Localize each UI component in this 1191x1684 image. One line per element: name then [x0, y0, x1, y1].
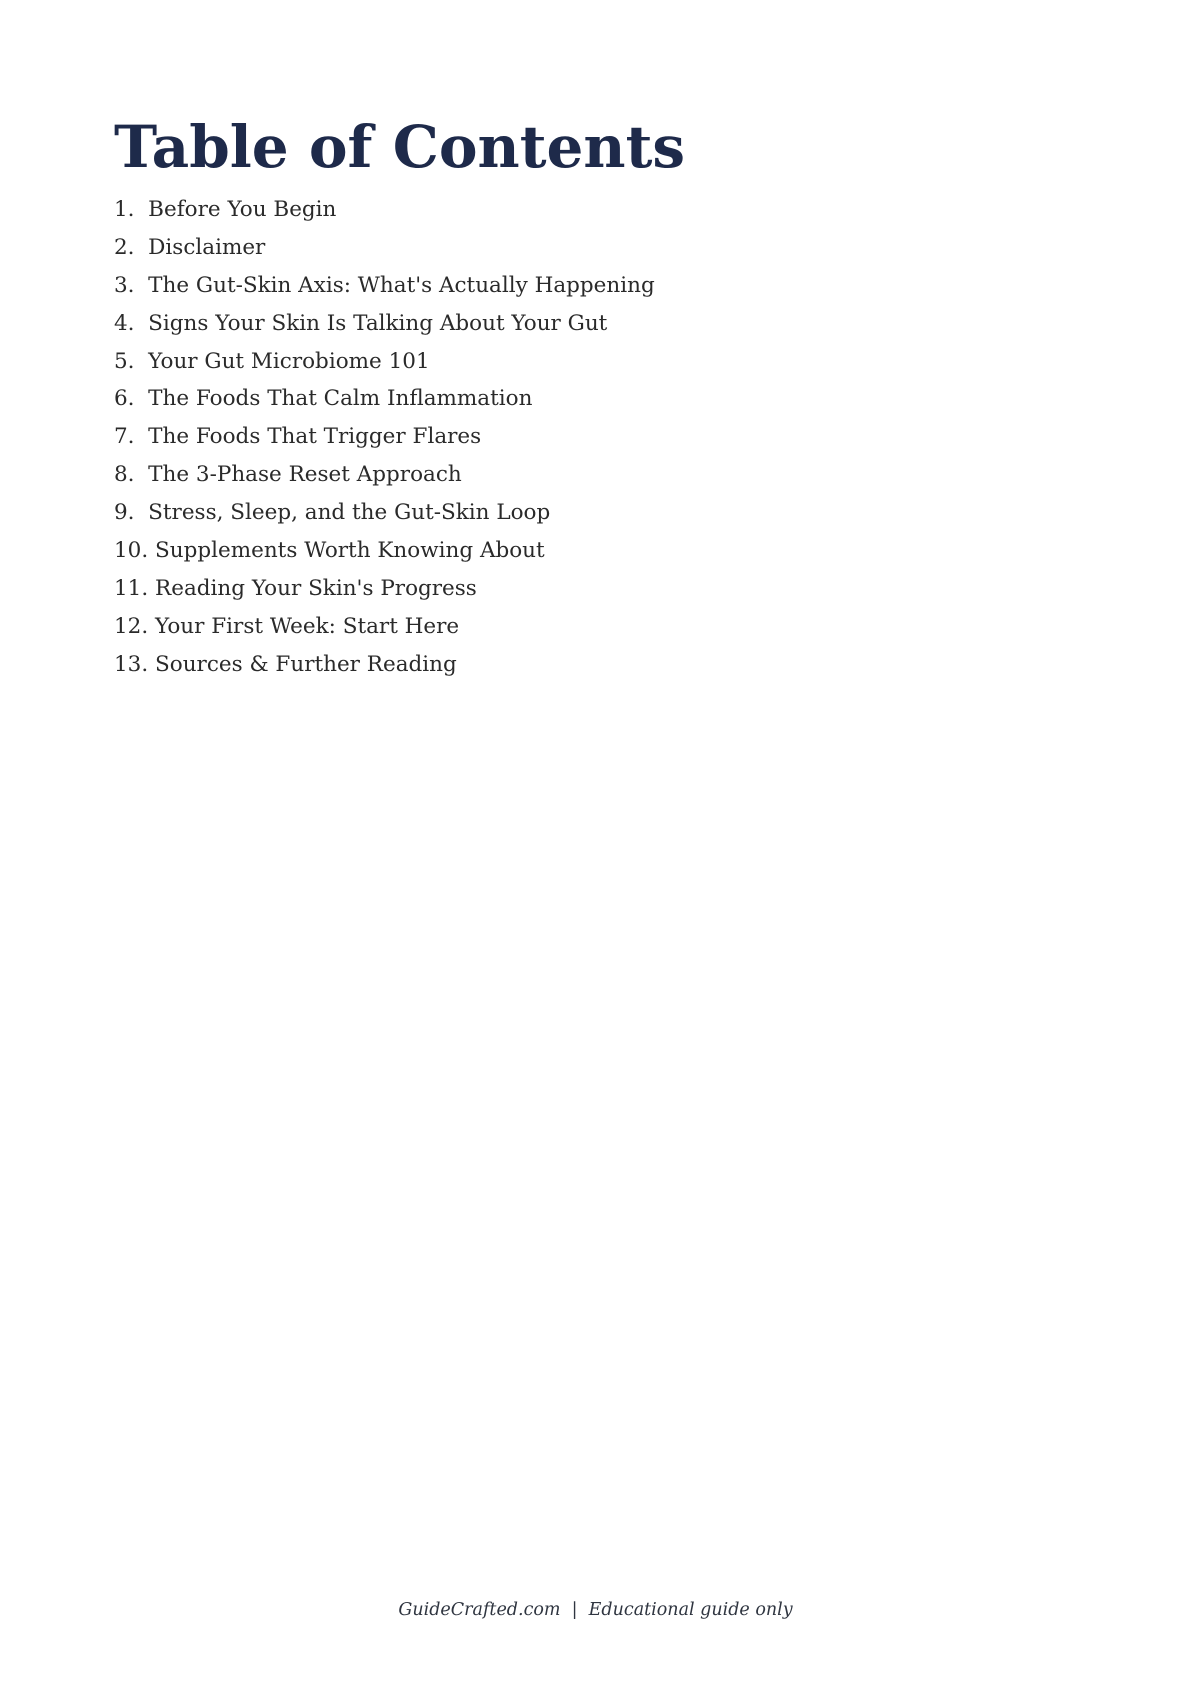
toc-item: 11. Reading Your Skin's Progress [114, 575, 477, 601]
toc-item: 13. Sources & Further Reading [114, 651, 457, 677]
page-title: Table of Contents [114, 113, 686, 181]
table-of-contents-list [114, 191, 655, 684]
toc-item: 2. Disclaimer [114, 234, 266, 260]
toc-item: 5. Your Gut Microbiome 101 [114, 348, 430, 374]
toc-item: 10. Supplements Worth Knowing About [114, 538, 545, 564]
toc-item: 9. Stress, Sleep, and the Gut-Skin Loop [114, 500, 551, 526]
toc-item: 7. The Foods That Trigger Flares [114, 424, 482, 450]
toc-item: 4. Signs Your Skin Is Talking About Your Gut [114, 310, 608, 336]
toc-item: 12. Your First Week: Start Here [114, 613, 460, 639]
page-footer: GuideCrafted.com | Educational guide only [398, 1600, 793, 1620]
toc-item: 3. The Gut-Skin Axis: What's Actually Happening [114, 272, 655, 298]
toc-item: 1. Before You Begin [114, 197, 337, 222]
toc-item: 8. The 3-Phase Reset Approach [114, 462, 462, 488]
toc-item: 6. The Foods That Calm Inflammation [114, 386, 533, 412]
